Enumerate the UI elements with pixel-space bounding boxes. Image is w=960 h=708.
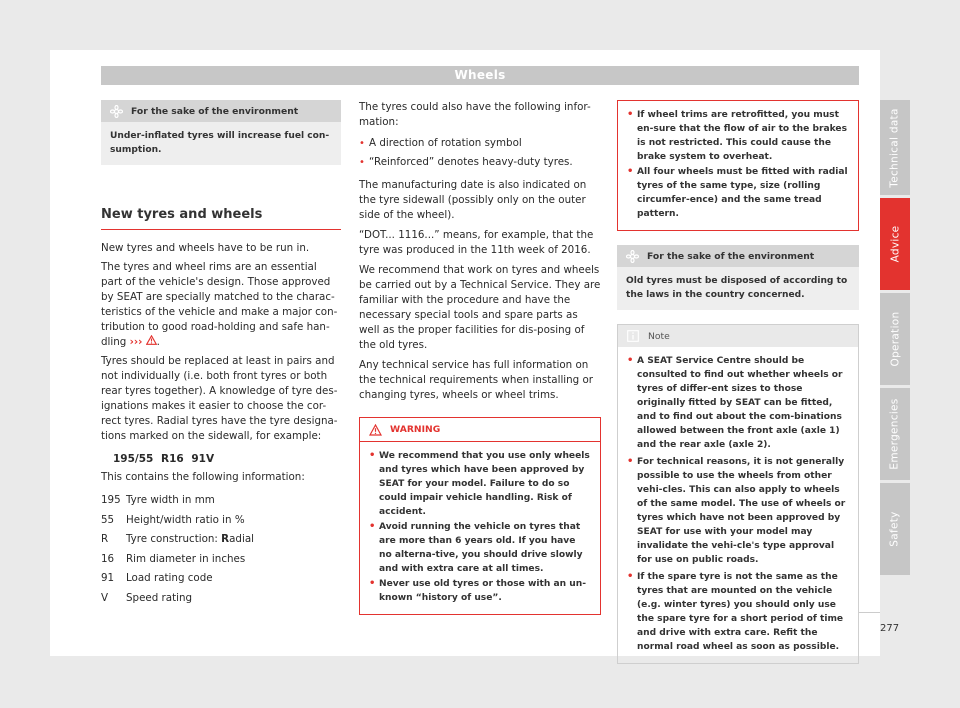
spec-value: Speed rating (126, 591, 193, 604)
environment-box (101, 100, 341, 165)
tab-safety[interactable] (880, 483, 910, 575)
note-item-text: A SEAT Service Centre should be consulted to find out whether wheels or tyres of differ-ent sizes to those originally fitted by SEAT can be fitted, and to find out about the com-binations allowed between the front axle (axle 1) and the rear axle (axle 2). (637, 356, 843, 450)
bullet-icon: • (627, 571, 634, 582)
column-middle (359, 100, 601, 629)
warning-item-text: Avoid running the vehicle on tyres that are more than 6 years old. If you have no alterna-tive, you should drive slowly and with extra care at all times. (379, 522, 583, 574)
spec-value (126, 530, 254, 550)
warning-box-title: WARNING (390, 424, 441, 435)
bullet-icon: • (627, 109, 634, 120)
environment-box-header (617, 245, 859, 267)
paragraph: This contains the following information: (101, 471, 305, 483)
paragraph: Any technical service has full information on the technical requirements when installing or changing tyres, wheels or wheel trims. (359, 359, 594, 401)
warning-triangle-icon (146, 336, 157, 348)
spec-row (101, 550, 341, 570)
paragraph: “DOT... 1116...” means, for example, that the tyre was produced in the 11th week of 2016. (359, 229, 594, 256)
tab-label: Safety (889, 511, 902, 547)
bullet-icon: • (627, 456, 634, 467)
spec-value-prefix: Tyre construction: (126, 533, 222, 545)
spec-row (101, 569, 341, 589)
flower-icon (109, 104, 123, 118)
spec-value-bold: R (221, 533, 230, 545)
warning-box (359, 417, 601, 615)
warning-item (369, 577, 591, 605)
spec-row (101, 511, 341, 531)
flower-icon (625, 249, 639, 263)
note-box (617, 324, 859, 664)
tab-operation[interactable] (880, 293, 910, 385)
warning-item-text: If wheel trims are retrofitted, you must en-sure that the flow of air to the brakes is not restricted. This could cause the brake system to overheat. (637, 110, 848, 162)
paragraph-text: The tyres and wheel rims are an essential part of the vehicle's design. Those approved by SEAT are specially matched to the charac-teristics of the vehicle and make a major con-tribution to good road-holding and safe han-dling (101, 261, 338, 348)
paragraph: The tyres could also have the following infor-mation: (359, 101, 591, 128)
spec-row (101, 589, 341, 609)
list-item-text: “Reinforced” denotes heavy-duty tyres. (369, 156, 573, 168)
spec-key: 16 (101, 552, 115, 565)
spec-value: Height/width ratio in % (126, 513, 245, 526)
note-box-title: Note (648, 330, 670, 342)
list-item (359, 155, 601, 170)
spec-value: Load rating code (126, 572, 213, 584)
spec-key: 55 (101, 513, 115, 526)
bullet-icon: • (627, 166, 634, 177)
warning-item-text: Never use old tyres or those with an un-known “history of use”. (379, 579, 587, 603)
column-left (101, 100, 341, 608)
environment-box-title: For the sake of the environment (647, 250, 815, 262)
page-number-divider (859, 612, 880, 613)
warning-item (627, 165, 849, 221)
environment-box-body: Under-inflated tyres will increase fuel con-sumption. (110, 131, 330, 155)
note-item-text: For technical reasons, it is not generally possible to use the wheels from other vehi-cles. This can also apply to wheels of the same model. The use of wheels or tyres which have not been approved by SEAT for use with your model may invalidate the vehi-cle's type approval for use on public roads. (637, 457, 846, 565)
tab-advice[interactable] (880, 198, 910, 290)
spec-list (101, 491, 341, 608)
bullet-icon: • (627, 355, 634, 366)
tyre-designation-example: 195/55 R16 91V (113, 453, 215, 465)
note-box-header (618, 325, 858, 347)
tab-technical-data[interactable] (880, 100, 910, 195)
warning-box-header (360, 418, 600, 442)
warning-triangle-icon (368, 423, 382, 437)
warning-item-text: All four wheels must be fitted with radial tyres of the same type, size (rolling circumfer-ence) and the same tread pattern. (637, 167, 848, 219)
tab-emergencies[interactable] (880, 388, 910, 480)
warning-item (369, 449, 591, 519)
page-number: 277 (880, 623, 900, 634)
paragraph: The tyres and wheel rims are an essential part of the vehicle's design. Those approved by SEAT are specially matched to the charac-teristics of the vehicle and make a major con-tribution to good road-holding and safe han-dling ››› . (101, 261, 338, 348)
paragraph: New tyres and wheels have to be run in. (101, 242, 310, 254)
note-item-text: If the spare tyre is not the same as the tyres that are mounted on the vehicle (e.g. winter tyres) you should only use the spare tyre for a short period of time and drive with extra care. Refit the normal road wheel as soon as possible. (637, 572, 844, 652)
warning-item (369, 520, 591, 576)
bullet-icon: • (359, 138, 365, 149)
warning-box-continued-body (618, 101, 858, 230)
bullet-icon: • (369, 450, 376, 461)
spec-value-rest: adial (229, 533, 254, 545)
note-box-body (618, 347, 858, 663)
tab-label: Advice (889, 225, 902, 263)
tab-label: Operation (889, 311, 901, 367)
note-item (627, 354, 849, 452)
warning-item (627, 108, 849, 164)
warning-box-continued (617, 100, 859, 231)
tab-label: Technical data (889, 107, 901, 188)
column-right (617, 100, 859, 678)
bullet-icon: • (359, 157, 365, 168)
spec-value: Tyre width in mm (126, 494, 215, 506)
spec-key: 91 (101, 572, 115, 584)
spec-key: R (101, 533, 109, 545)
spec-key: 195 (101, 494, 121, 506)
spec-row (101, 530, 341, 550)
bullet-icon: • (369, 521, 376, 532)
chapter-header: Wheels (101, 66, 859, 85)
warning-item-text: We recommend that you use only wheels and tyres which have been approved by SEAT for your model. Failure to do so could impair vehicle handling. Risk of accident. (379, 451, 590, 517)
environment-box-body: Old tyres must be disposed of according to the laws in the country concerned. (626, 276, 848, 300)
note-item (627, 570, 849, 654)
paragraph: The manufacturing date is also indicated on the tyre sidewall (possibly only on the outer side of the wheel). (359, 179, 587, 221)
cross-reference-link[interactable]: ››› (129, 336, 143, 348)
warning-box-body (360, 442, 600, 614)
list-item-text: A direction of rotation symbol (369, 137, 522, 149)
spec-value: Rim diameter in inches (126, 552, 246, 565)
spec-row (101, 491, 341, 511)
environment-box-title: For the sake of the environment (131, 105, 299, 117)
info-icon (626, 329, 640, 343)
environment-box-header (101, 100, 341, 122)
list-item (359, 136, 601, 151)
tab-label: Emergencies (889, 398, 901, 470)
spec-key: V (101, 591, 109, 604)
paragraph: Tyres should be replaced at least in pairs and not individually (i.e. both front tyres or both rear tyres together). A knowledge of tyre des-ignations makes it easier to choose the cor-rect tyres. Radial tyres have the tyre designa-tions marked on the sidewall, for example: (101, 355, 338, 442)
section-title: New tyres and wheels (101, 207, 341, 230)
paragraph: We recommend that work on tyres and wheels be carried out by a Technical Service. They are familiar with the procedure and have the necessary special tools and spare parts as well as the proper facilities for dis-posing of the old tyres. (359, 264, 601, 351)
environment-box (617, 245, 859, 310)
note-item (627, 455, 849, 567)
chapter-tabs (880, 100, 910, 578)
bullet-icon: • (369, 578, 376, 589)
